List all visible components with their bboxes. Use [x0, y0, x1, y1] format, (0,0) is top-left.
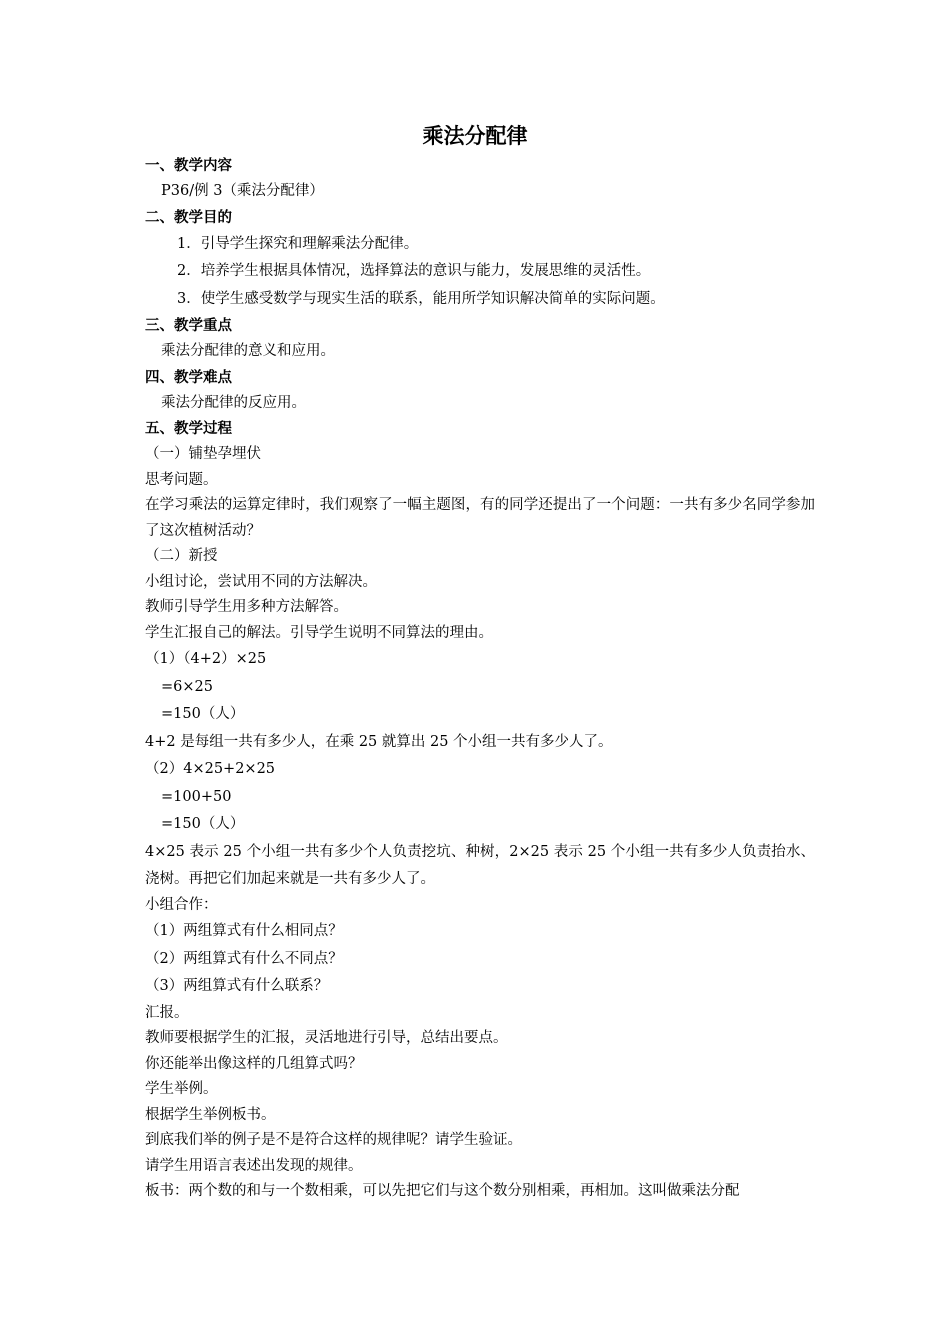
- goal-item: 2．培养学生根据具体情况，选择算法的意识与能力，发展思维的灵活性。: [177, 263, 651, 279]
- subsection-heading: （一）铺垫孕埋伏: [145, 446, 261, 462]
- math-line: =150（人）: [161, 816, 245, 832]
- section-heading-process: 五、教学过程: [145, 420, 232, 437]
- question-item: （2）两组算式有什么不同点？: [145, 950, 343, 967]
- paragraph: 到底我们举的例子是不是符合这样的规律呢？请学生验证。: [145, 1132, 522, 1148]
- math-line: =150（人）: [161, 706, 245, 722]
- question-item: （1）两组算式有什么相同点？: [145, 923, 343, 939]
- math-line: =100+50: [161, 788, 232, 805]
- paragraph: 学生举例。: [145, 1081, 218, 1097]
- section-heading-key-point: 三、教学重点: [145, 317, 232, 334]
- paragraph: 4+2 是每组一共有多少人，在乘 25 就算出 25 个小组一共有多少人了。: [145, 733, 613, 750]
- goal-item: 1．引导学生探究和理解乘法分配律。: [177, 235, 419, 252]
- paragraph: 思考问题。: [145, 471, 218, 488]
- paragraph: 板书：两个数的和与一个数相乘，可以先把它们与这个数分别相乘，再相加。这叫做乘法分配: [145, 1183, 740, 1199]
- section-text: P36/例 3（乘法分配律）: [161, 183, 324, 199]
- paragraph: 教师要根据学生的汇报，灵活地进行引导，总结出要点。: [145, 1030, 508, 1046]
- goal-item: 3．使学生感受数学与现实生活的联系，能用所学知识解决简单的实际问题。: [177, 290, 665, 307]
- paragraph: 根据学生举例板书。: [145, 1106, 276, 1123]
- paragraph: 小组讨论，尝试用不同的方法解决。: [145, 573, 377, 590]
- section-heading-content: 一、教学内容: [145, 157, 232, 174]
- section-text: 乘法分配律的反应用。: [161, 394, 306, 411]
- paragraph: 你还能举出像这样的几组算式吗？: [145, 1055, 363, 1072]
- paragraph: 学生汇报自己的解法。引导学生说明不同算法的理由。: [145, 624, 493, 641]
- math-line: （1）（4+2）×25: [145, 651, 267, 667]
- question-item: （3）两组算式有什么联系？: [145, 978, 329, 994]
- paragraph: 教师引导学生用多种方法解答。: [145, 599, 348, 615]
- document-title: 乘法分配律: [422, 123, 528, 148]
- paragraph: 在学习乘法的运算定律时，我们观察了一幅主题图，有的同学还提出了一个问题：一共有多少名同学参加了这次植树活动？: [145, 497, 815, 539]
- subsection-heading: （二）新授: [145, 548, 218, 564]
- section-heading-goals: 二、教学目的: [145, 208, 232, 226]
- paragraph: 请学生用语言表述出发现的规律。: [145, 1157, 363, 1174]
- paragraph: 4×25 表示 25 个小组一共有多少个人负责挖坑、种树，2×25 表示 25 个小组一共有多少人负责抬水、浇树。再把它们加起来就是一共有多少人了。: [145, 843, 815, 887]
- paragraph: 汇报。: [145, 1004, 189, 1021]
- math-line: （2）4×25+2×25: [145, 761, 276, 777]
- section-text: 乘法分配律的意义和应用。: [161, 343, 335, 359]
- paragraph: 小组合作：: [145, 896, 218, 913]
- math-line: =6×25: [161, 678, 213, 695]
- section-heading-difficulty: 四、教学难点: [145, 368, 232, 386]
- document-body: [145, 153, 815, 1205]
